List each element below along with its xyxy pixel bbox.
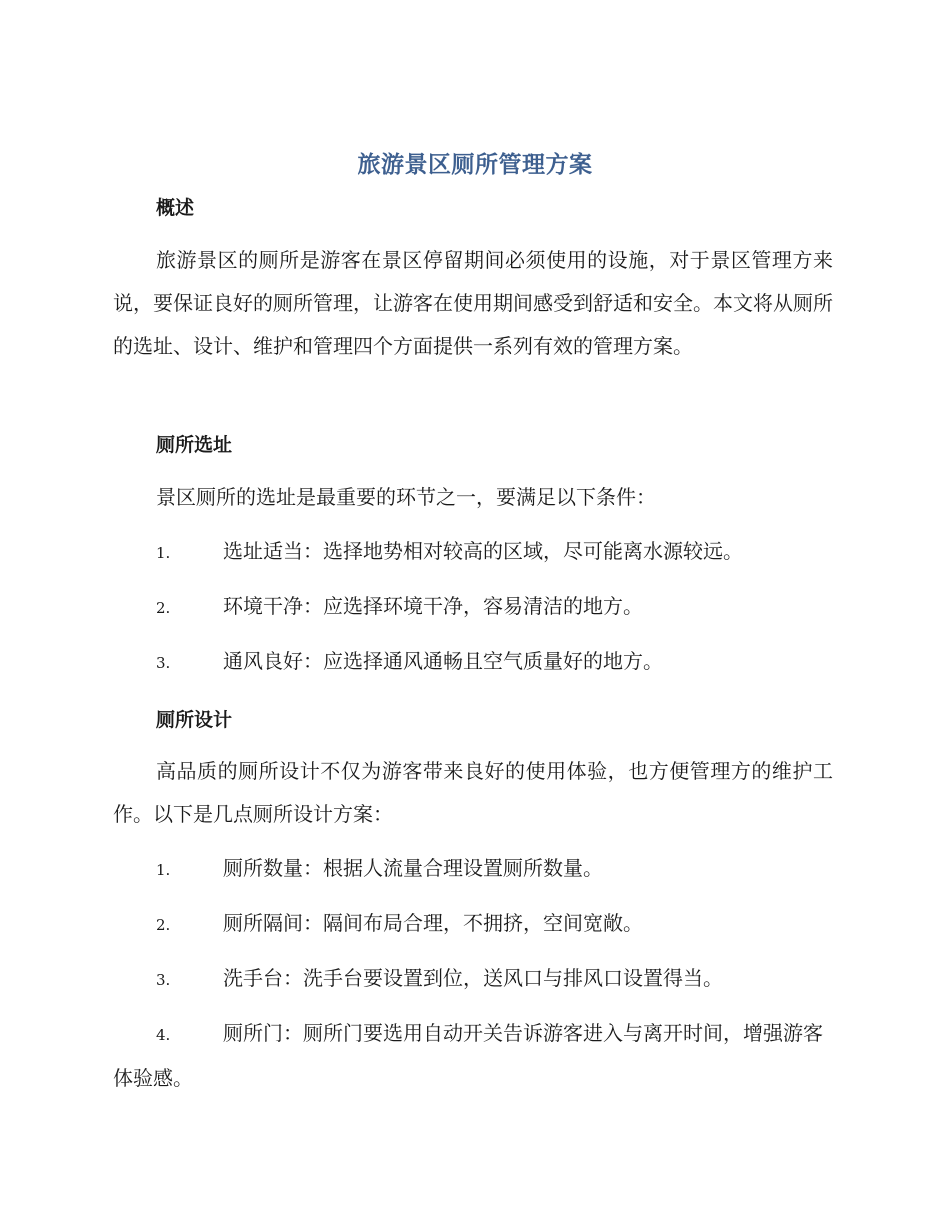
list-item-number: 1. [156,544,171,562]
list-item [113,902,833,947]
list-item [113,957,833,1002]
list-item-text: 厕所门：厕所门要选用自动开关告诉游客进入与离开时间，增强游客体验感。 [113,1021,823,1090]
section-heading-overview: 概述 [156,197,195,219]
list-item-text: 厕所数量：根据人流量合理设置厕所数量。 [223,856,603,880]
site-selection-paragraph: 景区厕所的选址是最重要的环节之一，要满足以下条件： [156,485,656,509]
document-title: 旅游景区厕所管理方案 [357,152,593,178]
section-heading-site-selection: 厕所选址 [156,434,233,456]
list-item-text: 选址适当：选择地势相对较高的区域，尽可能离水源较远。 [223,539,743,563]
overview-paragraph: 旅游景区的厕所是游客在景区停留期间必须使用的设施，对于景区管理方来说，要保证良好的厕所管理，让游客在使用期间感受到舒适和安全。本文将从厕所的选址、设计、维护和管理四个方面提供一系列有效的管理方案。 [113,248,833,358]
list-item [113,530,833,575]
list-item-text: 厕所隔间：隔间布局合理，不拥挤，空间宽敞。 [223,911,643,935]
list-item-number: 2. [156,916,171,934]
list-item-text: 洗手台：洗手台要设置到位，送风口与排风口设置得当。 [223,966,723,990]
list-item-number: 3. [156,971,171,989]
list-item [113,640,833,685]
list-item-number: 4. [156,1026,171,1044]
list-item-text: 环境干净：应选择环境干净，容易清洁的地方。 [223,594,643,618]
list-item-number: 1. [156,861,171,879]
list-item-text: 通风良好：应选择通风通畅且空气质量好的地方。 [223,649,663,673]
list-item-number: 2. [156,599,171,617]
list-item [113,1012,833,1100]
list-item [113,585,833,630]
list-item-number: 3. [156,654,171,672]
section-heading-design: 厕所设计 [156,709,233,731]
design-paragraph: 高品质的厕所设计不仅为游客带来良好的使用体验，也方便管理方的维护工作。以下是几点厕所设计方案： [113,759,833,826]
list-item [113,847,833,892]
